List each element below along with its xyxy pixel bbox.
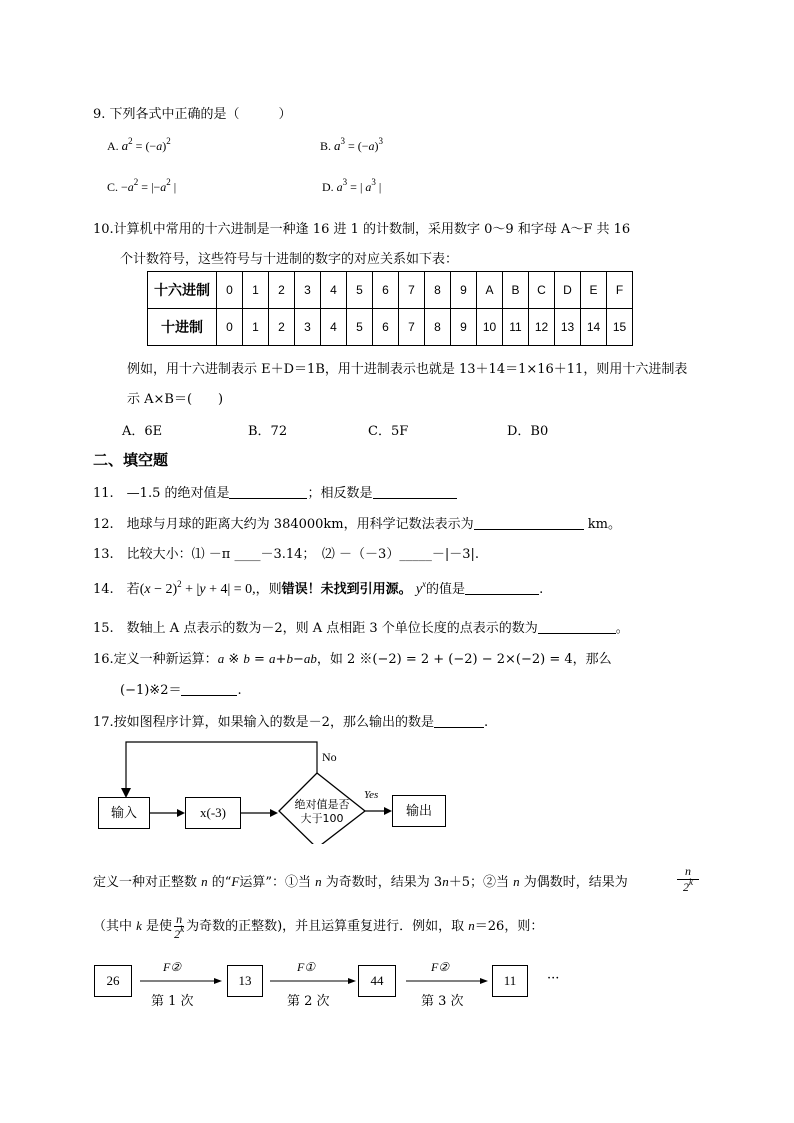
q10-example-line2: 示 A×B＝( )	[127, 392, 224, 407]
q10-option-c: C．5F	[368, 424, 409, 439]
q10-option-a: A．6E	[122, 424, 163, 439]
q16-line2: (−1)※2＝ .	[120, 683, 242, 698]
chain-value-box: 11	[492, 965, 528, 997]
flow-no-label: No	[322, 750, 337, 764]
flow-operation-box: x(-3)	[185, 797, 241, 829]
q11: 11. —1.5 的绝对值是 ；相反数是	[93, 482, 457, 501]
decimal-cell: 7	[399, 309, 425, 346]
flow-output-box: 输出	[392, 795, 446, 827]
flow-yes-label: Yes	[364, 789, 379, 801]
hex-cell: 8	[425, 272, 451, 309]
decimal-cell: 10	[477, 309, 503, 346]
hex-row-header: 十六进制	[148, 272, 217, 309]
hex-cell: 3	[295, 272, 321, 309]
q10-example-line1: 例如，用十六进制表示 E＋D＝1B，用十进制表示也就是 13＋14＝1×16＋11，则用十六进制表	[127, 362, 688, 377]
q9-option-a: A. $a^2 = (-a)^2$	[107, 136, 171, 153]
hex-cell: 9	[451, 272, 477, 309]
q10-option-d: D．B0	[507, 424, 549, 439]
chain-value-box: 44	[358, 965, 396, 997]
hex-decimal-table	[147, 271, 633, 346]
q10-stem-line1: 10.计算机中常用的十六进制是一种逢 16 进 1 的计数制，采用数字 0～9 和字母 A～F 共 16	[93, 222, 631, 237]
hex-cell: 4	[321, 272, 347, 309]
decimal-cell: 13	[555, 309, 581, 346]
decimal-cell: 0	[217, 309, 243, 346]
decimal-row-header: 十进制	[148, 309, 217, 346]
hex-cell: 1	[243, 272, 269, 309]
hex-cell: 7	[399, 272, 425, 309]
hex-row	[148, 272, 633, 309]
decimal-cell: 8	[425, 309, 451, 346]
hex-cell: A	[477, 272, 503, 309]
hex-cell: 2	[269, 272, 295, 309]
chain-ellipsis: ···	[547, 971, 560, 986]
q17-stem: 17.按如图程序计算，如果输入的数是－2，那么输出的数是 .	[93, 715, 489, 730]
chain-op-label: F②	[431, 960, 450, 974]
chain-step-label: 第 2 次	[287, 994, 330, 1009]
decimal-cell: 3	[295, 309, 321, 346]
q9-option-d: D. $a^3$ = | $a^3$ |	[322, 177, 382, 194]
hex-cell: 6	[373, 272, 399, 309]
q10-option-b: B．72	[248, 424, 288, 439]
fdef-line1: 定义一种对正整数 n 的“F运算”：①当 n 为奇数时，结果为 3n＋5；②当 n 为偶数时，结果为	[93, 874, 628, 890]
hex-cell: 0	[217, 272, 243, 309]
section-title: 二、填空题	[93, 451, 169, 469]
q9-option-c: C. $-a^2 = |-a^2$ |	[107, 177, 177, 194]
q13: 13. 比较大小：⑴ －π ____－3.14； ⑵ －（－3）_____－|－3|.	[93, 547, 479, 562]
flow-decision-text: 绝对值是否 大于100	[294, 798, 350, 825]
chain-step-label: 第 3 次	[421, 994, 464, 1009]
chain-value-box: 13	[227, 965, 263, 997]
decimal-cell: 6	[373, 309, 399, 346]
chain-step-label: 第 1 次	[151, 994, 194, 1009]
decimal-cell: 14	[581, 309, 607, 346]
q9-option-b: B. $a^3 = (-a)^3$	[320, 136, 384, 153]
q12: 12. 地球与月球的距离大约为 384000km，用科学记数法表示为 km。	[93, 517, 621, 532]
q16-line1: 16.定义一种新运算：a ※ b = a+b−ab，如 2 ※(−2) = 2 + (−2) − 2×(−2) = 4，那么	[93, 651, 612, 667]
q9-stem: 9. 下列各式中正确的是（ ）	[93, 107, 292, 122]
chain-value-box: 26	[94, 965, 132, 997]
decimal-cell: 5	[347, 309, 373, 346]
hex-cell: B	[503, 272, 529, 309]
flow-input-box: 输入	[98, 797, 150, 829]
decimal-cell: 2	[269, 309, 295, 346]
chain-op-label: F②	[163, 960, 182, 974]
fdef-fraction: n 2$^k$	[677, 864, 699, 895]
hex-cell: F	[607, 272, 633, 309]
q15: 15. 数轴上 A 点表示的数为－2，则 A 点相距 3 个单位长度的点表示的数为 。	[93, 621, 629, 636]
hex-cell: E	[581, 272, 607, 309]
q14: 14. 若$(x - 2)^2 + |y + 4| = 0$,，则错误！未找到引用源。 $y^x$的值是 .	[93, 579, 544, 597]
decimal-cell: 12	[529, 309, 555, 346]
decimal-cell: 11	[503, 309, 529, 346]
q10-stem-line2: 个计数符号，这些符号与十进制的数字的对应关系如下表：	[120, 252, 459, 267]
decimal-cell: 4	[321, 309, 347, 346]
hex-cell: D	[555, 272, 581, 309]
decimal-cell: 9	[451, 309, 477, 346]
fdef-line2: （其中 k 是使 $\frac{n}{2^k}$ 为奇数的正整数)，并且运算重复进行．例如，取 n＝26，则：	[93, 912, 544, 941]
hex-cell: 5	[347, 272, 373, 309]
hex-cell: C	[529, 272, 555, 309]
decimal-cell: 15	[607, 309, 633, 346]
decimal-row	[148, 309, 633, 346]
chain-op-label: F①	[297, 960, 316, 974]
decimal-cell: 1	[243, 309, 269, 346]
